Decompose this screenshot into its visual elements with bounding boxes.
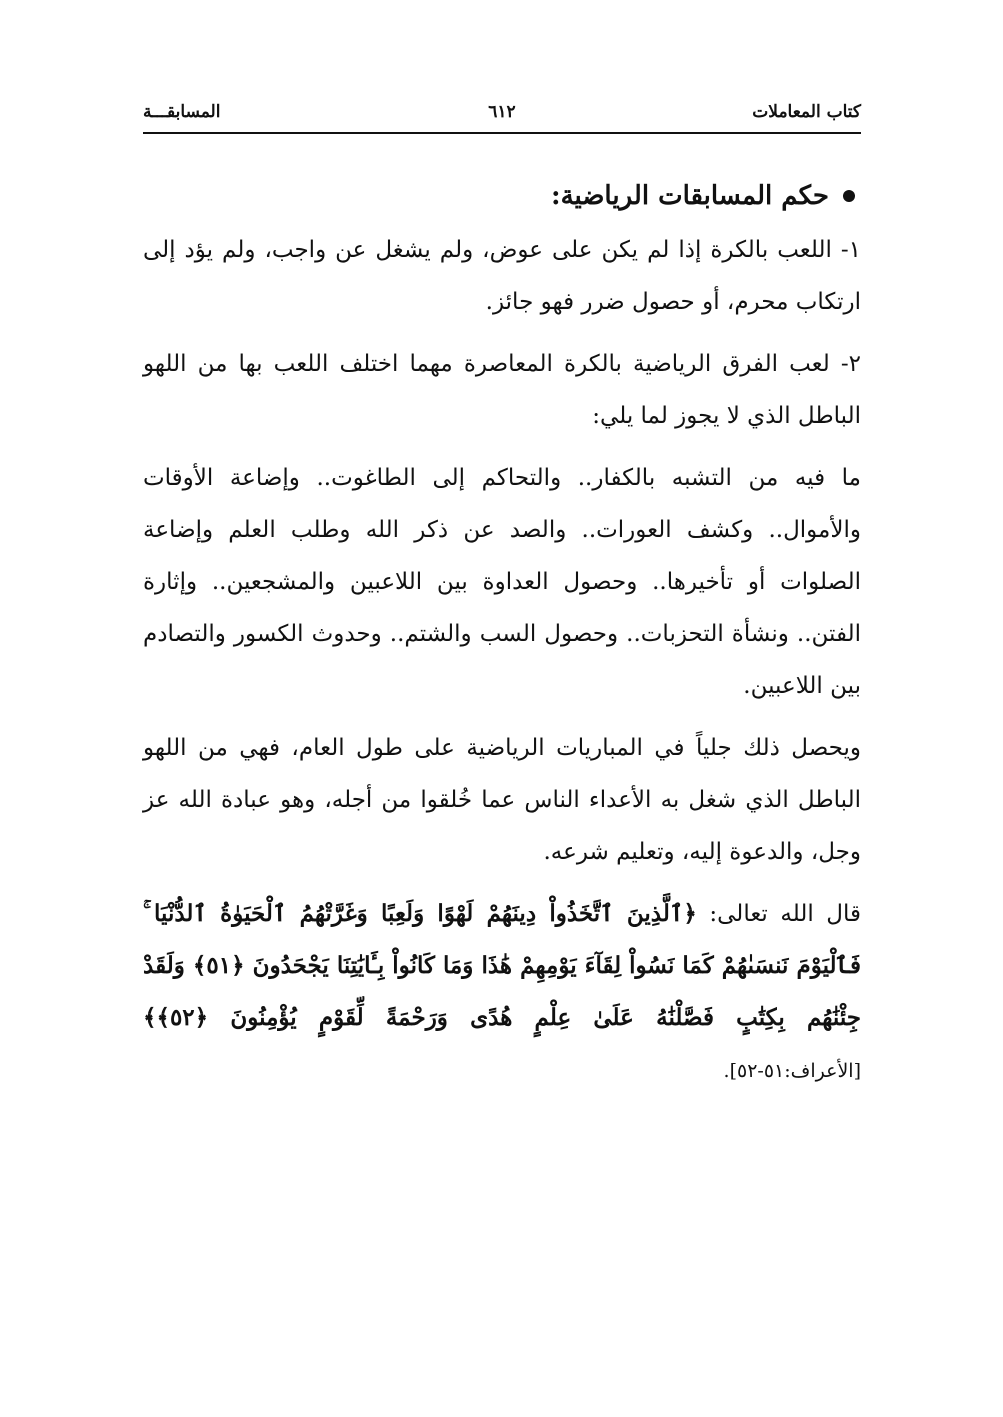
chapter-title: المسابقـــة <box>143 102 221 122</box>
verse-reference: [الأعراف:٥١-٥٢]. <box>723 1060 861 1082</box>
bullet-icon <box>843 190 855 202</box>
section-heading-text: حكم المسابقات الرياضية: <box>550 181 829 211</box>
page-body <box>143 170 861 1097</box>
ruling-item-1: ١- اللعب بالكرة إذا لم يكن على عوض، ولم يشغل عن واجب، ولم يؤد إلى ارتكاب محرم، أو حصول ضرر فهو جائز. <box>143 237 861 315</box>
ruling-item-2: ٢- لعب الفرق الرياضية بالكرة المعاصرة مهما اختلف اللعب بها من اللهو الباطل الذي لا يجوز لما يلي: <box>143 351 861 429</box>
quran-quote-paragraph <box>143 888 861 1097</box>
section-heading <box>143 170 861 222</box>
book-page <box>143 96 861 1107</box>
quran-verse: ﴿ٱلَّذِينَ ٱتَّخَذُواْ دِينَهُمْ لَهْوًا وَلَعِبًا وَغَرَّتْهُمُ ٱلْحَيَوٰةُ ٱلدُّنْيَا ۚ فَٱلْيَوْمَ نَنسَىٰهُمْ كَمَا نَسُواْ لِقَآءَ يَوْمِهِمْ هَٰذَا وَمَا كَانُواْ بِـَٔايَٰتِنَا يَجْحَدُونَ ﴿٥١﴾ وَلَقَدْ جِئْنَٰهُم بِكِتَٰبٍ فَصَّلْنَٰهُ عَلَىٰ عِلْمٍ هُدًى وَرَحْمَةً لِّقَوْمٍ يُؤْمِنُونَ ﴿٥٢﴾﴾ <box>143 900 861 1031</box>
quote-intro: قال الله تعالى: <box>696 901 861 927</box>
explanation-paragraph: ويحصل ذلك جلياً في المباريات الرياضية على طول العام، فهي من اللهو الباطل الذي شغل به الأعداء الناس عما خُلقوا من أجله، وهو عبادة الله عز وجل، والدعوة إليه، وتعليم شرعه. <box>143 735 861 865</box>
book-title: كتاب المعاملات <box>752 102 861 122</box>
page-header <box>143 96 861 134</box>
reasons-paragraph: ما فيه من التشبه بالكفار.. والتحاكم إلى الطاغوت.. وإضاعة الأوقات والأموال.. وكشف العورات.. والصد عن ذكر الله وطلب العلم وإضاعة الصلوات أو تأخيرها.. وحصول العداوة بين اللاعبين والمشجعين.. وإثارة الفتن.. ونشأة التحزبات.. وحصول السب والشتم.. وحدوث الكسور والتصادم بين اللاعبين. <box>143 465 861 699</box>
page-number: ٦١٢ <box>488 102 516 122</box>
